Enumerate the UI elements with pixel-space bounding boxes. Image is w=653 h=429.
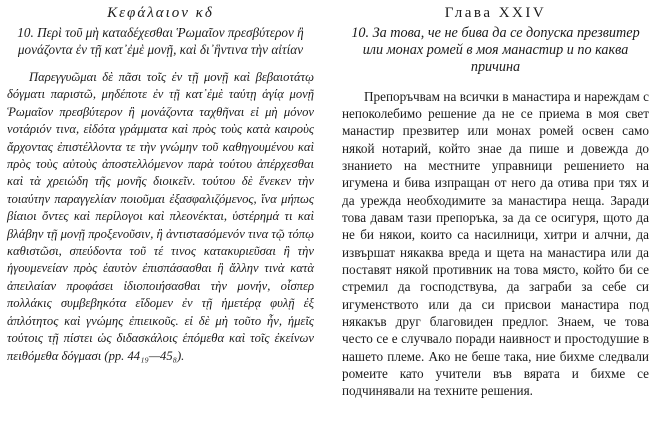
- bulgarian-section-heading: 10. За това, че не бива да се допуска презвитер или монах ромей в моя манастир и по каква причина: [351, 25, 640, 76]
- bulgarian-body-text: Препоръчвам на всички в манастира и нареждам с непоколебимо решение да не се приема в моя свет манастир презвитер или монах ромей освен само някой нотарий, който знае да пише и довежда до знанието на местните управници решението на игумена и бива изпращан от него да отива при тях и да урежда необходимите за манастира неща. Заради това давам тази препоръка, за да се осигуря, щото да не би някои, които са насилници, хитри и алчни, да извършат някаква вреда и щета на манастира или да поставят някой противник на това място, който би се стремил да господствува, да заграби за себе си игуменството или да си присвои манастира под някакъв друг благовиден предлог. Знаем, че това често се е случвало поради наивност и простодушие в нашето племе. Ако не беше така, ние бихме следвали ромеите като учители във вярата и бихме се подчинявали на техните решения.: [342, 88, 649, 399]
- greek-section-heading: 10. Περὶ τοῦ μὴ καταδέχεσθαι Ῥωμαῖον πρεσβύτερον ἢ μονάζοντα ἐν τῇ κατ᾽ἐμὲ μονῇ, καὶ δι᾽ἣντινα τὴν αἰτίαν: [17, 25, 304, 57]
- bulgarian-column: [334, 0, 653, 429]
- greek-column: [0, 0, 320, 429]
- greek-chapter-title: Κεφάλαιον κδ: [107, 5, 214, 21]
- greek-body-text: Παρεγγυῶμαι δὲ πᾶσι τοῖς ἐν τῇ μονῇ καὶ βεβαιοτάτῳ δόγματι παριστῶ, μηδέποτε ἐν τῇ κατ᾽ἐμὲ ταύτῃ ἁγίᾳ μονῇ Ῥωμαῖον πρεσβύτερον ἢ μονάζοντα ταχθῆναι εἰ μὴ μόνον νοτάριόν τινα, εἰδότα γράμματα καὶ πρὸς τοὺς κατὰ καιροὺς ἄρχοντας ἐπιστέλλοντα τε τὴν γνώμην τοῦ καθηγουμένου καὶ πρὸς τοὺς αὐτοὺς ἀποστελλόμενον παρὰ τούτου ἀπέρχεσθαι καὶ τὰ χρειώδη τῆς μονῆς διοικεῖν. τούτου δὲ ἕνεκεν τὴν τοιαύτην παραγγελίαν ποιοῦμαι ἐξασφαλιζόμενος, ἵνα μήπως βίαιοι ὄντες καὶ περίλογοι καὶ πλεονέκται, ὑστέρημά τι καὶ βλάβην τῇ μονῇ προξενοῦσιν, ἢ ἀντιστασόμενόν τινα τῷ τόπῳ καθιστῶσι, σπεύδοντα τοῦ τέ τινος κατακυριεῦσαι ἢ τὴν ἡγουμενείαν πρὸς ἑαυτὸν ἐπισπάσασθαι ἢ ἄλλην τινὰ κατὰ ἀπειλαίαν προφάσει ἰδιοποιήσασθαι τὴν μονήν, οἷσπερ πολλάκις συμβεβηκότα εἴδομεν ἐν τῇ ἡμετέρᾳ φυλῇ ἐξ ἁπλότητος καὶ γνώμης ἐπιεικοῦς. εἰ δὲ μὴ τοῦτο ἦν, ἡμεῖς τούτοις τῇ πίστει ὡς διδασκάλοις ἑπόμεθα καὶ τοῖς ἐκείνων πειθόμεθα δόγμασι (pp. 44₁₉—45₈).: [7, 70, 314, 363]
- bulgarian-chapter-title: Глава XXIV: [444, 5, 547, 21]
